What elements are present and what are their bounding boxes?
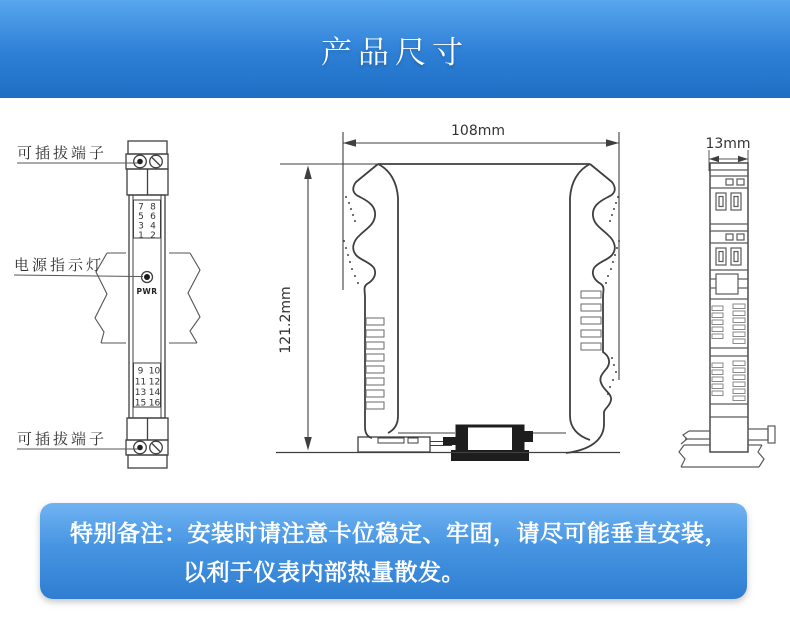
terminal-1: 1 [138, 231, 144, 241]
terminal-14: 14 [148, 388, 161, 398]
front-view-labels [14, 144, 107, 448]
side-latch [710, 274, 748, 294]
label-bottom-terminal: 可插拔端子 [17, 432, 108, 448]
special-note-box [40, 503, 747, 599]
terminal-13: 13 [134, 388, 147, 398]
leader-lines [14, 163, 143, 449]
vent-slots-left [366, 318, 384, 409]
terminal-4: 4 [150, 221, 156, 232]
header-banner [0, 0, 790, 98]
din-rail-front [95, 253, 200, 343]
dim-13mm [705, 136, 750, 171]
terminal-15: 15 [134, 398, 147, 409]
label-power-led: 电源指示灯 [14, 258, 105, 274]
side-vents-1 [712, 304, 745, 344]
terminal-6: 6 [150, 212, 156, 222]
top-cap [128, 141, 167, 154]
page-title: 产品尺寸 [321, 34, 469, 70]
terminal-numbers-top [138, 203, 156, 242]
dim-108mm [343, 123, 619, 380]
terminal-9: 9 [137, 366, 144, 377]
terminal-5: 5 [138, 212, 144, 222]
terminal-8: 8 [150, 202, 156, 213]
front-view-drawing [14, 141, 200, 468]
terminal-12: 12 [148, 377, 161, 388]
screw-slots-bottom [716, 248, 741, 265]
terminal-11: 11 [134, 377, 147, 388]
terminal-numbers-bottom [135, 367, 161, 409]
terminal-10: 10 [148, 366, 161, 377]
terminal-3: 3 [138, 221, 144, 232]
housing-outline [353, 164, 615, 453]
top-view-drawing [276, 123, 620, 461]
terminal-2: 2 [150, 231, 156, 241]
terminal-16: 16 [148, 398, 161, 409]
vent-slots-right [581, 291, 601, 350]
clip-handle [748, 429, 768, 440]
note-line-1: 特别备注：安装时请注意卡位稳定、牢固，请尽可能垂直安装， [70, 520, 728, 546]
depth-dim-label: 13mm [705, 136, 751, 152]
side-vents-2 [712, 361, 745, 401]
rail-clip [443, 426, 533, 461]
width-dim-label: 108mm [451, 123, 505, 139]
bottom-cap [128, 455, 167, 468]
mounting-foot [358, 437, 452, 452]
note-line-2: 以利于仪表内部热量散发。 [183, 559, 465, 585]
texture-dots [343, 196, 620, 395]
technical-drawings [0, 98, 790, 503]
terminal-7: 7 [138, 202, 144, 213]
pwr-label: PWR [136, 287, 158, 296]
screw-slots-top [716, 193, 741, 210]
drawings-svg [0, 98, 790, 503]
label-top-terminal: 可插拔端子 [17, 146, 108, 162]
din-rail-side [679, 426, 775, 467]
side-view-drawing [679, 136, 775, 467]
height-dim-label: 121.2mm [278, 286, 294, 354]
